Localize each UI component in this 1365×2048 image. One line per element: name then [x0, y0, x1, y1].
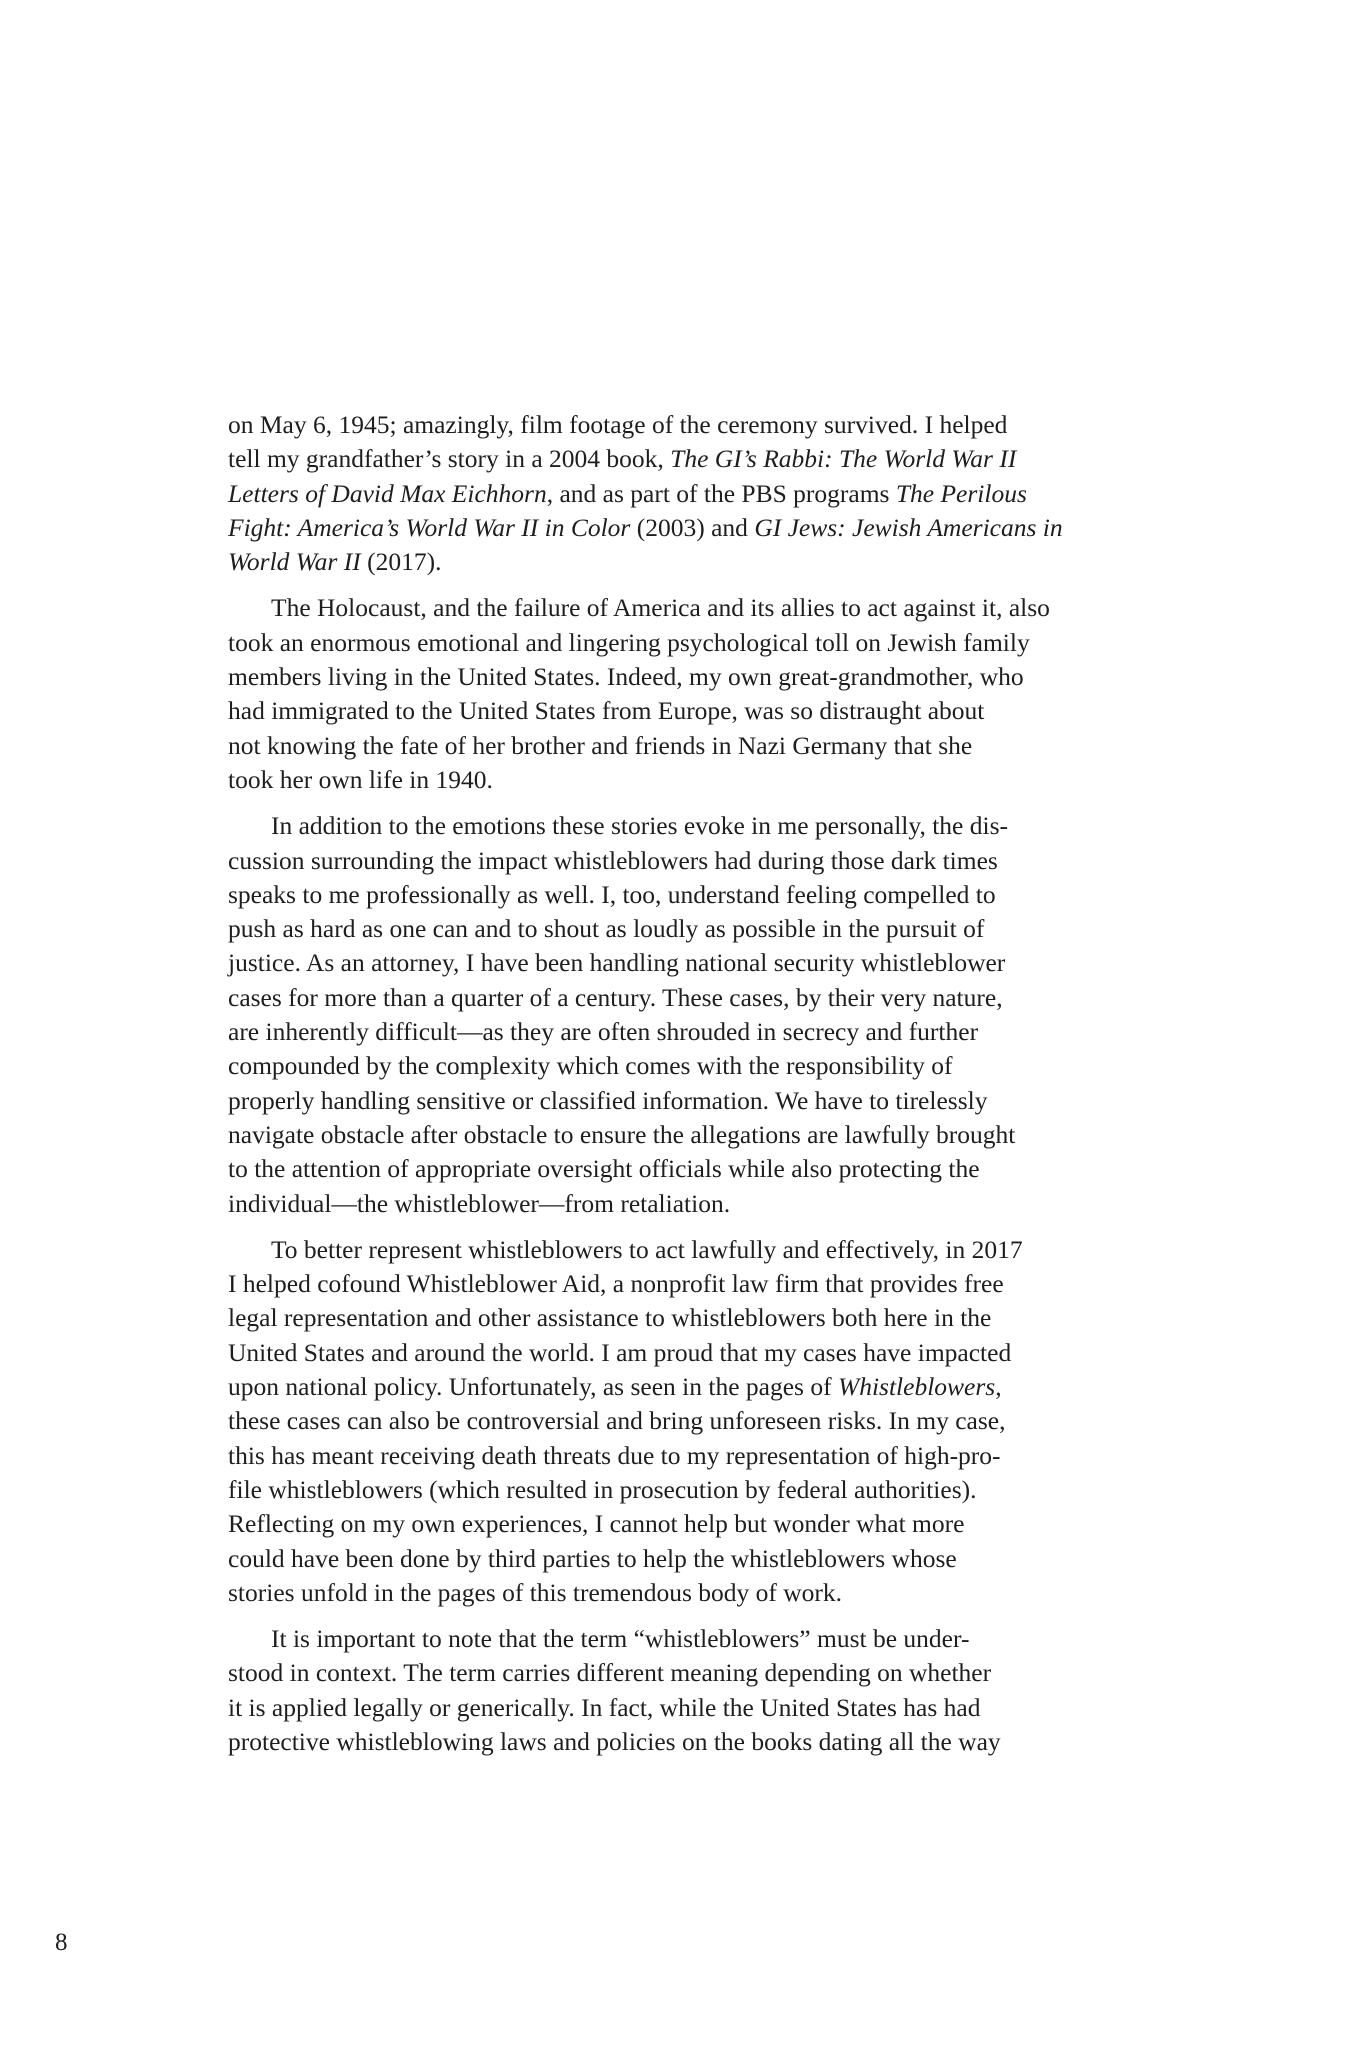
text-line — [228, 809, 1128, 843]
paragraph — [228, 809, 1128, 1221]
italic-title: The GI’s Rabbi: The World War II — [670, 444, 1017, 474]
text-line — [228, 1015, 1128, 1049]
text-run: In addition to the emotions these stories evoke in me personally, the dis- — [271, 811, 1008, 841]
text-run: it is applied legally or generically. In fact, while the United States has had — [228, 1692, 981, 1722]
text-line — [228, 1439, 1128, 1473]
text-line — [228, 844, 1128, 878]
text-line — [228, 1691, 1128, 1725]
text-run: took her own life in 1940. — [228, 764, 493, 794]
page-number: 8 — [55, 1929, 68, 1956]
text-run: properly handling sensitive or classified information. We have to tirelessly — [228, 1085, 988, 1115]
italic-title: Fight: America’s World War II in Color — [228, 512, 631, 542]
text-run: to the attention of appropriate oversight officials while also protecting the — [228, 1154, 980, 1184]
text-run: stood in context. The term carries different meaning depending on whether — [228, 1658, 992, 1688]
text-line — [228, 1152, 1128, 1186]
text-run: compounded by the complexity which comes with the responsibility of — [228, 1051, 953, 1081]
text-line — [228, 545, 1128, 579]
text-line — [228, 591, 1128, 625]
text-line — [228, 1542, 1128, 1576]
text-line — [228, 1576, 1128, 1610]
text-line — [228, 1049, 1128, 1083]
text-line — [228, 1187, 1128, 1221]
text-run: are inherently difficult—as they are often shrouded in secrecy and further — [228, 1017, 979, 1047]
text-run: I helped cofound Whistleblower Aid, a nonprofit law firm that provides free — [228, 1269, 1004, 1299]
text-line — [228, 1233, 1128, 1267]
text-line — [228, 1118, 1128, 1152]
text-line — [228, 477, 1128, 511]
text-run: this has meant receiving death threats due to my representation of high-pro- — [228, 1440, 1001, 1470]
text-line — [228, 1336, 1128, 1370]
text-run: had immigrated to the United States from Europe, was so distraught about — [228, 696, 985, 726]
text-run: (2003) and — [630, 512, 755, 542]
paragraph — [228, 1622, 1128, 1759]
text-run: took an enormous emotional and lingering psychological toll on Jewish family — [228, 627, 1030, 657]
text-line — [228, 729, 1128, 763]
text-line — [228, 763, 1128, 797]
text-run: individual—the whistleblower—from retaliation. — [228, 1188, 731, 1218]
text-line — [228, 1267, 1128, 1301]
paragraph — [228, 1233, 1128, 1610]
text-run: speaks to me professionally as well. I, too, understand feeling compelled to — [228, 879, 996, 909]
paragraph — [228, 408, 1128, 579]
text-run: (2017). — [360, 547, 442, 577]
text-line — [228, 1404, 1128, 1438]
text-run: To better represent whistleblowers to act lawfully and effectively, in 2017 — [271, 1234, 1023, 1264]
text-run: not knowing the fate of her brother and friends in Nazi Germany that she — [228, 730, 973, 760]
text-run: justice. As an attorney, I have been handling national security whistleblower — [228, 948, 1006, 978]
text-line — [228, 511, 1128, 545]
text-run: United States and around the world. I am proud that my cases have impacted — [228, 1337, 1012, 1367]
text-line — [228, 660, 1128, 694]
text-run: push as hard as one can and to shout as loudly as possible in the pursuit of — [228, 914, 985, 944]
italic-title: Whistleblowers — [837, 1372, 996, 1402]
text-line — [228, 694, 1128, 728]
text-run: upon national policy. Unfortunately, as seen in the pages of — [228, 1372, 838, 1402]
text-line — [228, 912, 1128, 946]
text-line — [228, 442, 1128, 476]
text-line — [228, 1656, 1128, 1690]
paragraph — [228, 591, 1128, 797]
text-line — [228, 981, 1128, 1015]
text-run: stories unfold in the pages of this tremendous body of work. — [228, 1577, 843, 1607]
italic-title: GI Jews: Jewish Americans in — [754, 512, 1063, 542]
text-line — [228, 1370, 1128, 1404]
text-run: file whistleblowers (which resulted in prosecution by federal authorities). — [228, 1474, 977, 1504]
text-run: navigate obstacle after obstacle to ensure the allegations are lawfully brought — [228, 1119, 1016, 1149]
text-run: on May 6, 1945; amazingly, film footage of the ceremony survived. I helped — [228, 410, 1008, 439]
text-line — [228, 878, 1128, 912]
text-line — [228, 1473, 1128, 1507]
text-line — [228, 1725, 1128, 1759]
text-run: cussion surrounding the impact whistleblowers had during those dark times — [228, 845, 998, 875]
text-run: legal representation and other assistance to whistleblowers both here in the — [228, 1303, 992, 1333]
text-run: members living in the United States. Indeed, my own great-grandmother, who — [228, 662, 1024, 692]
italic-title: World War II — [228, 547, 361, 577]
italic-title: Letters of David Max Eichhorn — [228, 478, 547, 508]
text-line — [228, 1301, 1128, 1335]
text-line — [228, 408, 1128, 442]
text-run: these cases can also be controversial and bring unforeseen risks. In my case, — [228, 1406, 1006, 1436]
text-run: cases for more than a quarter of a century. These cases, by their very nature, — [228, 982, 1003, 1012]
text-line — [228, 1622, 1128, 1656]
text-line — [228, 1084, 1128, 1118]
text-run: could have been done by third parties to help the whistleblowers whose — [228, 1543, 957, 1573]
text-run: It is important to note that the term “whistleblowers” must be under- — [271, 1624, 970, 1654]
text-line — [228, 946, 1128, 980]
text-run: tell my grandfather’s story in a 2004 book, — [228, 444, 671, 474]
text-run: Reflecting on my own experiences, I cannot help but wonder what more — [228, 1509, 965, 1539]
text-line — [228, 626, 1128, 660]
italic-title: The Perilous — [895, 478, 1027, 508]
text-run: , and as part of the PBS programs — [546, 478, 896, 508]
text-run: protective whistleblowing laws and policies on the books dating all the way — [228, 1726, 1001, 1756]
body-text — [228, 408, 1128, 1771]
text-run: The Holocaust, and the failure of America and its allies to act against it, also — [271, 593, 1050, 623]
text-run: , — [995, 1372, 1002, 1402]
text-line — [228, 1507, 1128, 1541]
